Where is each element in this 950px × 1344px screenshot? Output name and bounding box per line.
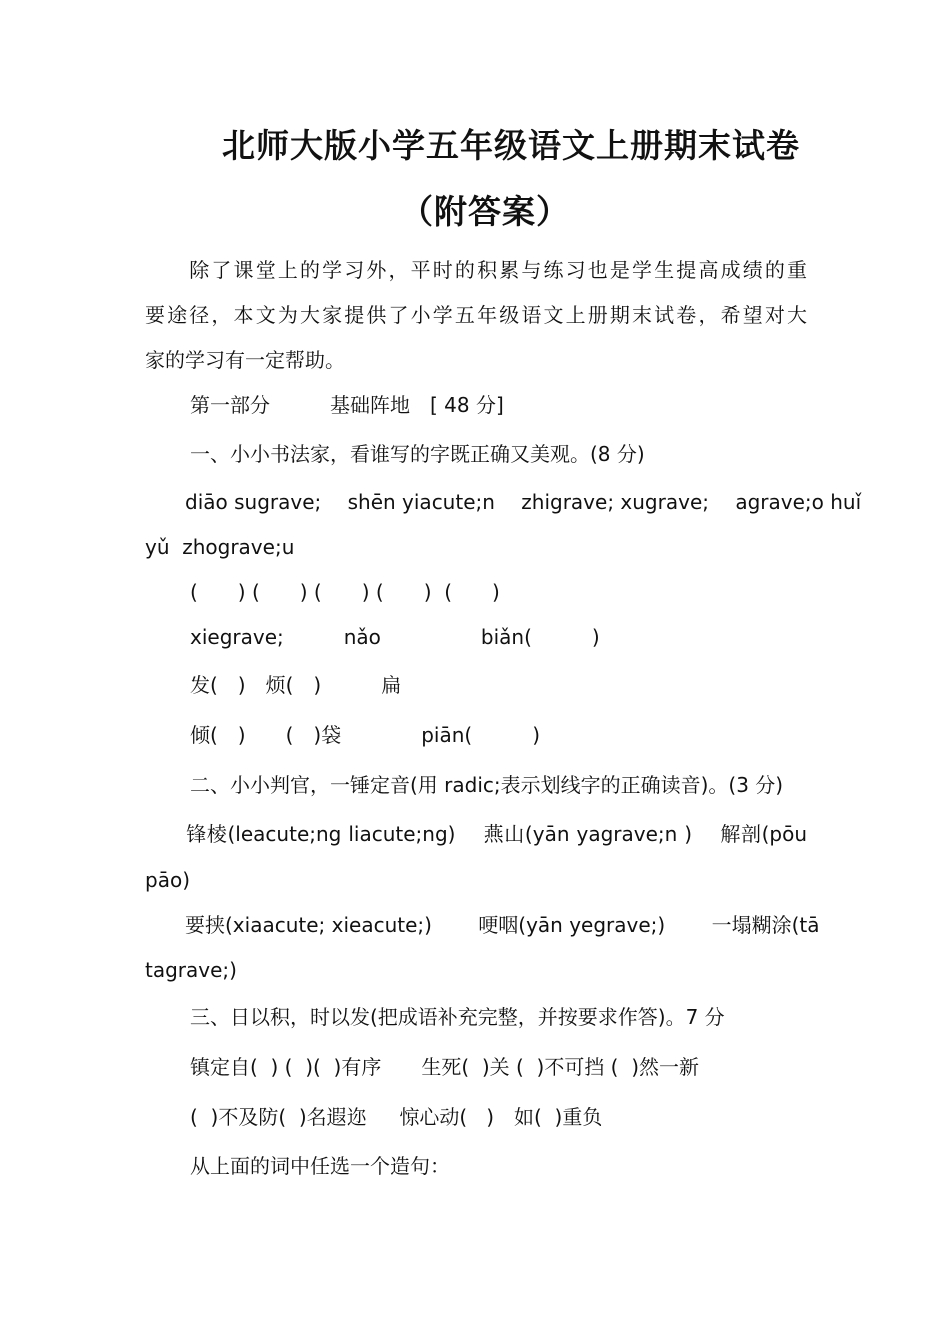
q1-pinyin-line-1: diāo sugrave; shēn yiacute;n zhigrave; xugrave; agrave;o huǐ xyxy=(145,490,862,514)
q3-line-1: 镇定自( ) ( )( )有序 生死( )关 ( )不可挡 ( )然一新 xyxy=(190,1055,699,1079)
intro-line-3: 家的学习有一定帮助。 xyxy=(145,348,345,372)
q1-pinyin-line-2: yǔ zhograve;u xyxy=(145,535,295,559)
question-1-heading: 一、小小书法家，看谁写的字既正确又美观。(8 分) xyxy=(190,442,645,466)
intro-line-2: 要途径，本文为大家提供了小学五年级语文上册期末试卷，希望对大 xyxy=(145,303,807,327)
question-2-heading: 二、小小判官，一锤定音(用 radic;表示划线字的正确读音)。(3 分) xyxy=(190,773,784,797)
q3-line-3: 从上面的词中任选一个造句： xyxy=(190,1154,450,1178)
q2-line-1: 锋棱(leacute;ng liacute;ng) 燕山(yān yagrave;n ) 解剖(pōu xyxy=(145,822,807,846)
q2-line-4: tagrave;) xyxy=(145,958,237,982)
q1-chars-line-2: 倾( ) ( )袋 piān( ) xyxy=(190,723,540,747)
document-title: 北师大版小学五年级语文上册期末试卷 xyxy=(222,126,800,165)
q1-chars-line-1: 发( ) 烦( ) 扁 xyxy=(190,673,402,697)
document-subtitle: （附答案） xyxy=(400,192,570,231)
intro-line-1: 除了课堂上的学习外，平时的积累与练习也是学生提高成绩的重 xyxy=(145,258,807,282)
q3-line-2: ( )不及防( )名遐迩 惊心动( ) 如( )重负 xyxy=(190,1105,603,1129)
q1-pinyin-line-3: xiegrave; nǎo biǎn( ) xyxy=(190,625,600,649)
q1-brackets: ( ) ( ) ( ) ( ) ( ) xyxy=(190,580,500,604)
q2-line-3: 要挟(xiaacute; xieacute;) 哽咽(yān yegrave;) 一塌糊涂(tā xyxy=(145,913,820,937)
part1-heading: 第一部分 基础阵地 [ 48 分] xyxy=(190,393,504,417)
q2-line-2: pāo) xyxy=(145,868,190,892)
question-3-heading: 三、日以积，时以发(把成语补充完整，并按要求作答)。7 分 xyxy=(190,1005,725,1029)
